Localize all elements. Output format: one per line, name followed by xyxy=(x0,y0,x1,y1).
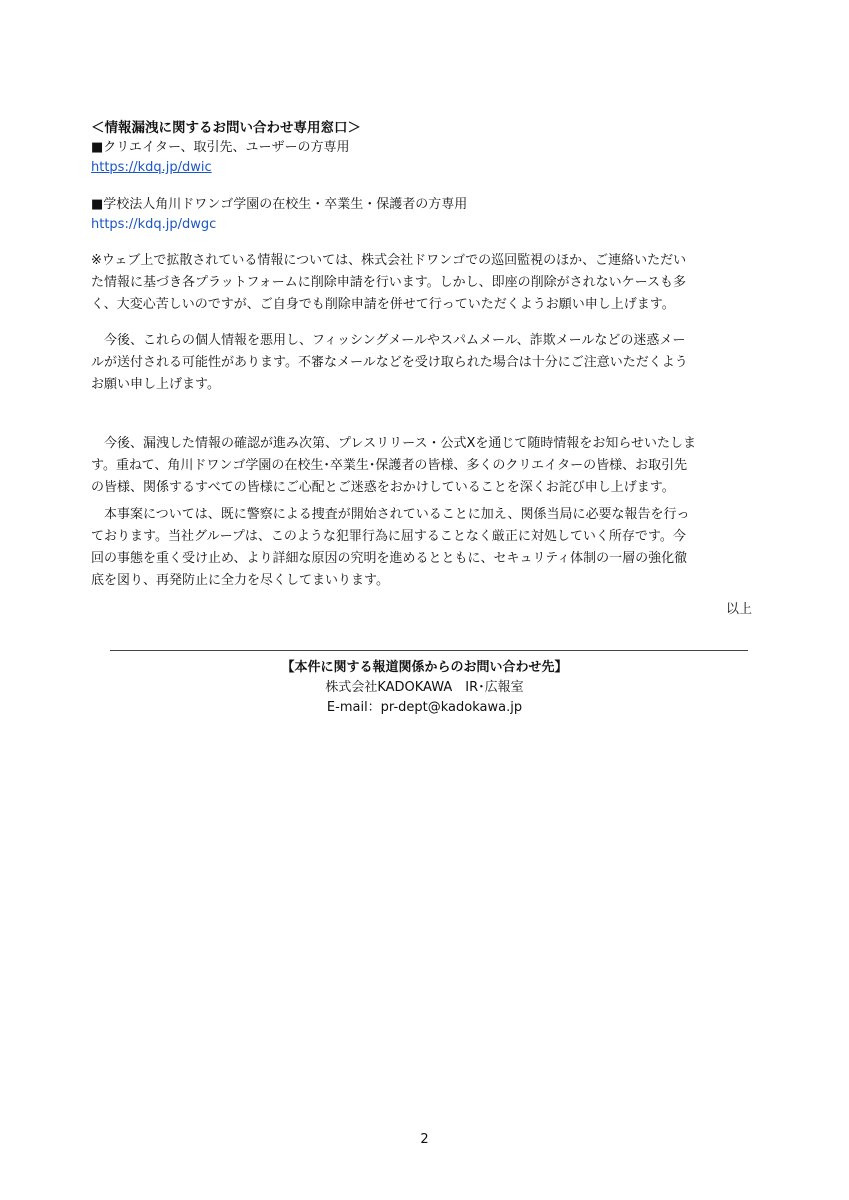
paragraph-line: ております。当社グループは、このような犯罪行為に屈することなく厳正に対処していく所存です。今 xyxy=(91,529,686,544)
paragraph-line: く、大変心苦しいのですが、ご自身でも削除申請を併せて行っていただくようお願い申し上げます。 xyxy=(91,297,675,312)
paragraph-line: お願い申し上げます。 xyxy=(91,377,220,392)
contact-item-school-link[interactable]: https://kdq.jp/dwgc xyxy=(91,217,217,232)
paragraph-line: 今後、これらの個人情報を悪用し、フィッシングメールやスパムメール、詐欺メールなどの迷惑メー xyxy=(91,333,686,348)
paragraph-line: す。重ねて、角川ドワンゴ学園の在校生･卒業生･保護者の皆様、多くのクリエイターの皆様、お取引先 xyxy=(91,458,688,473)
paragraph-line: ※ウェブ上で拡散されている情報については、株式会社ドワンゴでの巡回監視のほか、ご連絡いただい xyxy=(91,253,687,268)
paragraph-line: 底を図り、再発防止に全力を尽くしてまいります。 xyxy=(91,573,389,588)
page-number: 2 xyxy=(420,1132,429,1147)
paragraph-line: た情報に基づき各プラットフォームに削除申請を行います。しかし、即座の削除がされないケースも多 xyxy=(91,275,687,290)
section-divider xyxy=(110,650,748,651)
contact-section-heading: ＜情報漏洩に関するお問い合わせ専用窓口＞ xyxy=(91,120,361,136)
press-contact-heading: 【本件に関する報道関係からのお問い合わせ先】 xyxy=(281,660,568,675)
contact-item-school-label: ■学校法人角川ドワンゴ学園の在校生・卒業生・保護者の方専用 xyxy=(91,197,468,212)
press-contact-company: 株式会社KADOKAWA IR･広報室 xyxy=(325,680,524,695)
paragraph-apology xyxy=(91,433,761,499)
contact-item-creators-label: ■クリエイター、取引先、ユーザーの方専用 xyxy=(91,140,350,155)
closing-remark: 以上 xyxy=(725,602,752,617)
paragraph-phishing-warning xyxy=(91,330,761,396)
paragraph-line: の皆様、関係するすべての皆様にご心配とご迷惑をおかけしていることを深くお詫び申し上げます。 xyxy=(91,480,675,495)
contact-item-creators-link[interactable]: https://kdq.jp/dwic xyxy=(91,160,212,175)
press-contact-email[interactable]: E-mail：pr-dept@kadokawa.jp xyxy=(326,700,523,715)
paragraph-takedown-notice xyxy=(91,250,761,316)
paragraph-line: ルが送付される可能性があります。不審なメールなどを受け取られた場合は十分にご注意いただくよう xyxy=(91,355,688,370)
paragraph-line: 回の事態を重く受け止め、より詳細な原因の究明を進めるとともに、セキュリティ体制の一層の強化徹 xyxy=(91,551,688,566)
paragraph-line: 本事案については、既に警察による捜査が開始されていることに加え、関係当局に必要な報告を行っ xyxy=(91,507,690,522)
paragraph-line: 今後、漏洩した情報の確認が進み次第、プレスリリース・公式Xを通じて随時情報をお知らせいたしま xyxy=(91,436,696,451)
paragraph-investigation xyxy=(91,504,761,592)
